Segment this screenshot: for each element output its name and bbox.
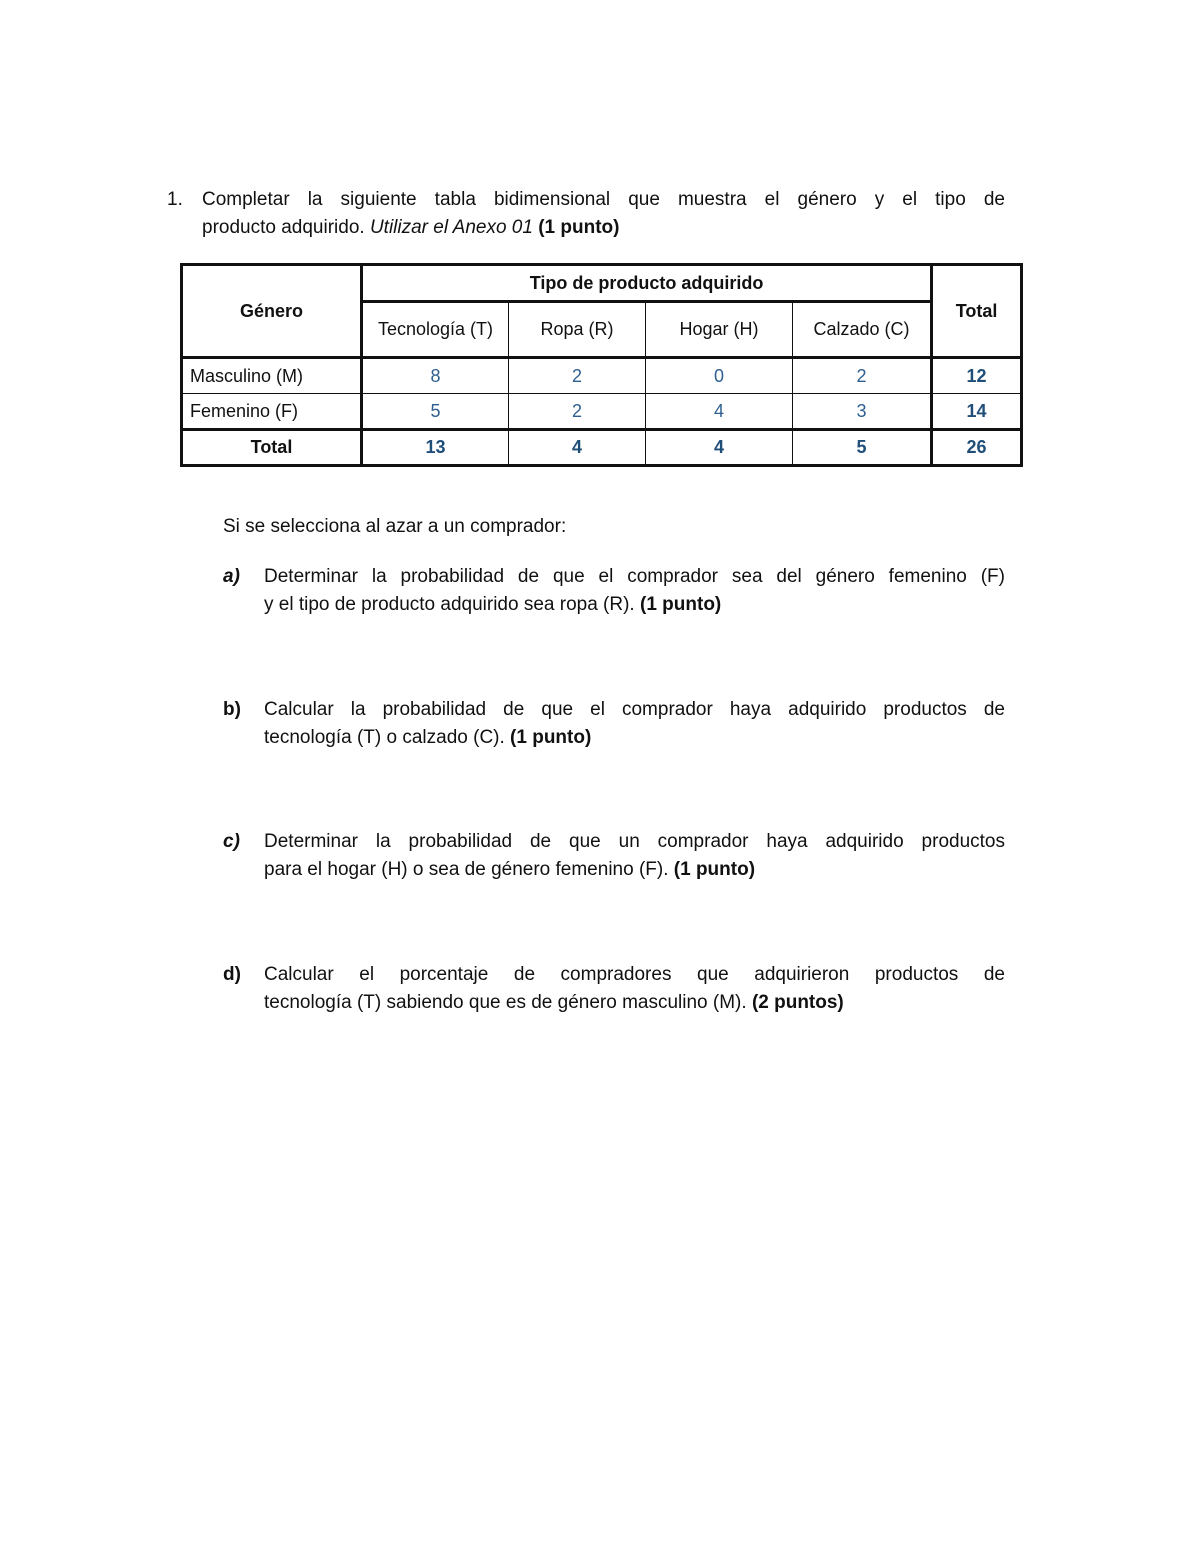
column-total: 4 xyxy=(646,430,793,466)
question-points: (1 punto) xyxy=(538,217,620,238)
column-header: Ropa (R) xyxy=(509,302,646,358)
item-line-1: Calcular la probabilidad de que el comprador haya adquirido productos de xyxy=(264,699,1005,720)
question-1 xyxy=(167,186,1005,242)
item-c xyxy=(223,828,1005,884)
item-line-2: para el hogar (H) o sea de género femenino (F). xyxy=(264,859,669,880)
header-tipo-producto: Tipo de producto adquirido xyxy=(362,265,932,302)
table-cell: 2 xyxy=(509,358,646,394)
row-total: 14 xyxy=(932,394,1022,430)
item-label: a) xyxy=(223,566,240,587)
table-cell: 5 xyxy=(362,394,509,430)
row-label: Masculino (M) xyxy=(182,358,362,394)
column-header: Hogar (H) xyxy=(646,302,793,358)
column-total: 4 xyxy=(509,430,646,466)
question-line-1: Completar la siguiente tabla bidimensional que muestra el género y el tipo de xyxy=(202,189,1005,210)
item-points: (1 punto) xyxy=(510,727,592,748)
item-label: b) xyxy=(223,699,241,720)
item-line-1: Calcular el porcentaje de compradores que adquirieron productos de xyxy=(264,964,1005,985)
column-total: 5 xyxy=(793,430,932,466)
column-total: 13 xyxy=(362,430,509,466)
table-cell: 3 xyxy=(793,394,932,430)
item-points: (1 punto) xyxy=(673,859,756,880)
question-text xyxy=(202,186,1005,242)
row-total: 12 xyxy=(932,358,1022,394)
item-label: d) xyxy=(223,964,241,985)
item-line-2: tecnología (T) o calzado (C). xyxy=(264,727,505,748)
column-header: Calzado (C) xyxy=(793,302,932,358)
intro-text: Si se selecciona al azar a un comprador: xyxy=(223,516,567,537)
table-cell: 8 xyxy=(362,358,509,394)
item-label: c) xyxy=(223,831,240,852)
question-annex-reference: Utilizar el Anexo 01 xyxy=(369,217,533,238)
item-d xyxy=(223,961,1005,1017)
header-genero: Género xyxy=(182,265,362,358)
row-label: Femenino (F) xyxy=(182,394,362,430)
column-header: Tecnología (T) xyxy=(362,302,509,358)
question-line-2: producto adquirido. xyxy=(202,217,365,238)
table-cell: 2 xyxy=(793,358,932,394)
item-line-1: Determinar la probabilidad de que un comprador haya adquirido productos xyxy=(264,831,1005,852)
grand-total: 26 xyxy=(932,430,1022,466)
contingency-table xyxy=(180,263,1023,467)
total-row xyxy=(182,430,1022,466)
item-b xyxy=(223,696,1005,752)
item-line-2: tecnología (T) sabiendo que es de género masculino (M). xyxy=(264,992,747,1013)
item-a xyxy=(223,563,1005,619)
item-line-1: Determinar la probabilidad de que el comprador sea del género femenino (F) xyxy=(264,566,1005,587)
question-number: 1. xyxy=(167,189,183,210)
item-points: (1 punto) xyxy=(640,594,722,615)
item-line-2: y el tipo de producto adquirido sea ropa (R). xyxy=(264,594,635,615)
table-cell: 0 xyxy=(646,358,793,394)
total-row-label: Total xyxy=(182,430,362,466)
item-points: (2 puntos) xyxy=(751,992,844,1013)
table-cell: 2 xyxy=(509,394,646,430)
header-total: Total xyxy=(932,265,1022,358)
table-row xyxy=(182,394,1022,430)
table-row xyxy=(182,358,1022,394)
table-cell: 4 xyxy=(646,394,793,430)
